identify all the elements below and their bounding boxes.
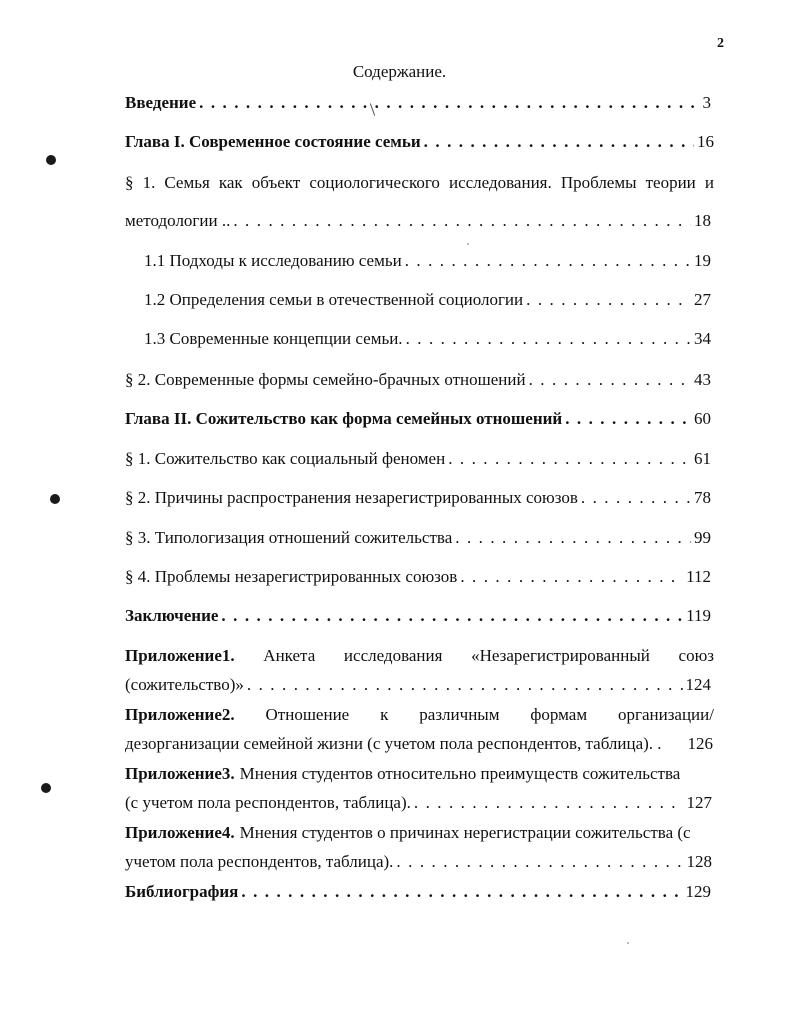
word: 1. [142,173,156,192]
appendix-text: Мнения студентов относительно преимуществ сожительства [239,764,681,783]
dot-leader [526,290,691,310]
toc-entry-chapter-2-section-4 [125,567,711,587]
dot-leader [448,449,691,469]
toc-entry-page: 27 [694,290,711,309]
toc-entry-chapter-2-section-3 [125,528,711,548]
dot-leader [529,370,691,390]
word: социологического [309,173,440,192]
dot-leader [396,852,683,872]
margin-dot-2 [50,494,60,504]
toc-entry-appendix-4-line-1 [125,823,714,843]
word: и [704,173,714,192]
toc-entry-section-1-3 [144,329,711,349]
toc-entry-label: Глава I. Современное состояние семьи [125,132,421,151]
dot-leader [247,675,683,695]
word: Семья [164,173,210,192]
word: союз [678,646,714,665]
toc-entry-label: § 2. Современные формы семейно-брачных отношений [125,370,526,389]
dot-leader [199,93,699,113]
appendix-label: Приложение4. [125,823,235,842]
toc-entry-appendix-1-line-1 [125,646,714,666]
toc-entry-page: 128 [686,852,712,871]
word: Анкета [263,646,316,665]
margin-dot-3 [41,783,51,793]
dot-leader [233,211,691,231]
word: организации/ [617,705,714,724]
dot-leader [221,606,683,626]
toc-entry-section-1-1 [144,251,711,271]
toc-entry-page: 124 [685,675,711,694]
toc-entry-section-1-2 [144,290,711,310]
word: Проблемы [560,173,637,192]
toc-entry-label: Введение [125,93,197,112]
toc-entry-chapter-2-section-2 [125,488,711,508]
toc-entry-label: (с учетом пола респондентов, таблица). [125,793,411,812]
toc-entry-page: 18 [694,211,711,230]
toc-entry-page: 34 [694,329,711,348]
toc-entry-page: 127 [686,793,712,812]
toc-entry-page: 129 [685,882,711,901]
word: исследования [343,646,443,665]
toc-entry-label: методологии .. [125,211,231,230]
dot-leader [241,882,682,902]
word: формам [530,705,588,724]
toc-entry-chapter-2-section-1 [125,449,711,469]
word: теории [645,173,696,192]
toc-entry-page: 61 [694,449,711,468]
toc-entry-chapter-2 [125,409,711,429]
scan-speck [467,243,469,245]
toc-entry-page: 126 [687,734,713,753]
toc-entry-appendix-1-line-2 [125,675,711,695]
toc-entry-intro [125,93,711,113]
dot-leader [581,488,691,508]
toc-entry-label: Библиография [125,882,239,901]
appendix-label: Приложение2. [125,705,235,724]
toc-entry-label: дезорганизации семейной жизни (с учетом пола респондентов, таблица). . [125,734,662,753]
toc-entry-page: 3 [702,93,711,112]
toc-entry-label: § 3. Типологизация отношений сожительства [125,528,453,547]
word: исследования. [448,173,552,192]
toc-entry-section-1-line-1 [125,173,714,193]
toc-entry-appendix-2-line-1 [125,705,714,725]
toc-entry-label: 1.1 Подходы к исследованию семьи [144,251,402,270]
word: § [125,173,134,192]
scan-speck [627,942,629,944]
toc-entry-label: § 2. Причины распространения незарегистрированных союзов [125,488,578,507]
toc-entry-label: 1.3 Современные концепции семьи. [144,329,403,348]
word: Отношение [265,705,350,724]
dot-leader [406,329,691,349]
toc-entry-page: 16 [697,132,714,151]
appendix-text: Мнения студентов о причинах нерегистрации сожительства (с [239,823,691,842]
toc-entry-conclusion [125,606,711,626]
toc-entry-page: 78 [694,488,711,507]
toc-entry-label: § 1. Сожительство как социальный феномен [125,449,446,468]
toc-entry-page: 43 [694,370,711,389]
dot-leader [424,132,694,152]
toc-entry-label: Глава II. Сожительство как форма семейных отношений [125,409,563,428]
dot-leader [460,567,683,587]
toc-entry-appendix-4-line-2 [125,852,712,872]
word: к [380,705,389,724]
toc-entry-label: 1.2 Определения семьи в отечественной социологии [144,290,524,309]
toc-entry-appendix-3-line-1 [125,764,714,784]
word: как [218,173,243,192]
toc-entry-page: 119 [686,606,711,625]
toc-entry-label: Заключение [125,606,219,625]
toc-entry-page: 112 [686,567,711,586]
toc-entry-appendix-3-line-2 [125,793,712,813]
dot-leader [565,409,691,429]
toc-entry-label: § 4. Проблемы незарегистрированных союзов [125,567,458,586]
toc-entry-section-1-line-2 [125,211,711,231]
toc-entry-page: 60 [694,409,711,428]
toc-entry-chapter-1 [125,132,714,152]
word: объект [251,173,301,192]
appendix-label: Приложение3. [125,764,235,783]
word: различным [419,705,500,724]
appendix-label: Приложение1. [125,646,235,665]
toc-entry-section-2 [125,370,711,390]
margin-dot-1 [46,155,56,165]
page-title: Содержание. [352,62,447,81]
toc-entry-label: учетом пола респондентов, таблица). [125,852,394,871]
toc-entry-bibliography [125,882,711,902]
toc-entry-page: 99 [694,528,711,547]
dot-leader [455,528,691,548]
dot-leader [414,793,684,813]
toc-entry-label: (сожительство)» [125,675,244,694]
toc-entry-appendix-2-line-2 [125,734,713,754]
page-number: 2 [717,36,724,51]
dot-leader [405,251,691,271]
word: «Незарегистрированный [471,646,650,665]
toc-entry-page: 19 [694,251,711,270]
